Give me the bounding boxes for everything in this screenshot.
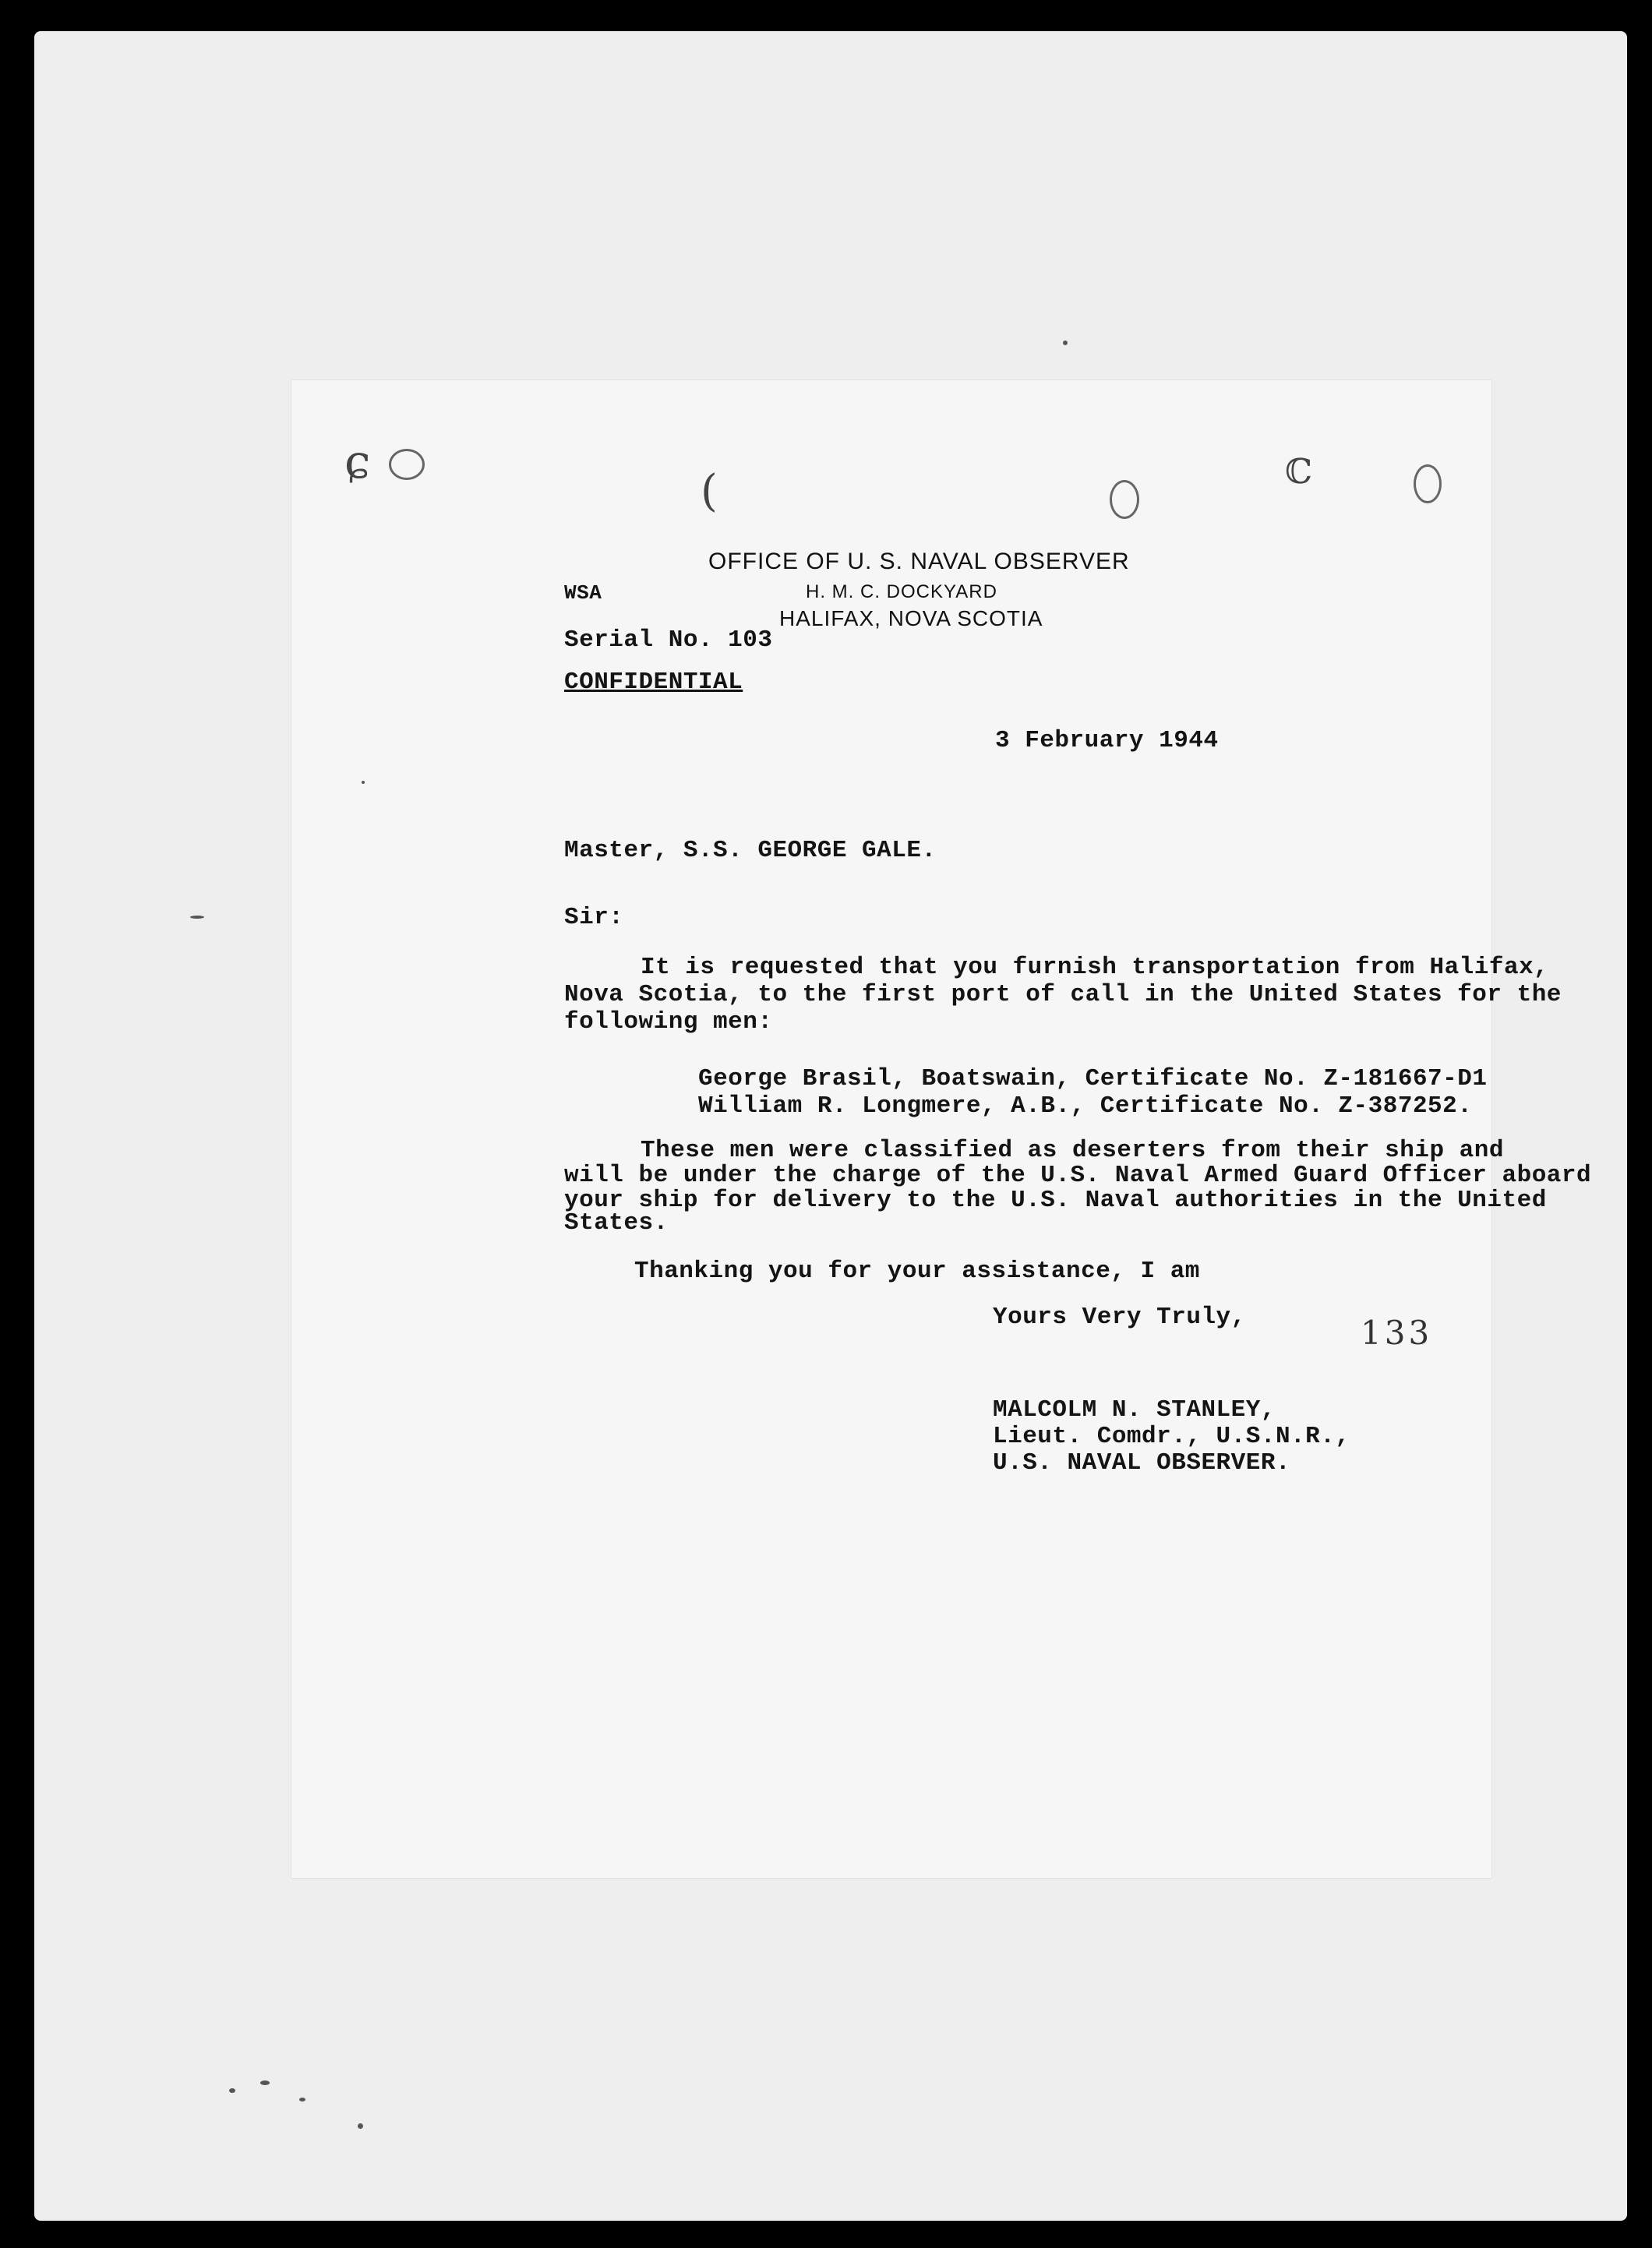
initials: WSA bbox=[564, 581, 602, 605]
page-number-stamp: 133 bbox=[1361, 1314, 1433, 1352]
addressee: Master, S.S. GEORGE GALE. bbox=[564, 837, 937, 864]
scan-speck bbox=[260, 2080, 270, 2085]
closing: Yours Very Truly, bbox=[993, 1304, 1246, 1331]
crew-member: William R. Longmere, A.B., Certificate No. Z-387252. bbox=[698, 1092, 1473, 1120]
signature-title: U.S. NAVAL OBSERVER. bbox=[993, 1449, 1291, 1477]
scan-speck bbox=[1063, 341, 1068, 345]
crew-member: George Brasil, Boatswain, Certificate No. Z-181667-D1 bbox=[698, 1065, 1488, 1092]
salutation: Sir: bbox=[564, 904, 624, 931]
scan-speck bbox=[190, 916, 204, 919]
punch-hole bbox=[1110, 480, 1139, 519]
body-line: These men were classified as deserters from their ship and bbox=[641, 1137, 1504, 1164]
body-line: your ship for delivery to the U.S. Naval authorities in the United bbox=[564, 1187, 1547, 1214]
scan-mark: ℂ bbox=[1285, 452, 1313, 492]
classification: CONFIDENTIAL bbox=[564, 669, 743, 696]
scan-background bbox=[34, 31, 1627, 2221]
serial-number: Serial No. 103 bbox=[564, 626, 773, 654]
body-line: It is requested that you furnish transportation from Halifax, bbox=[641, 954, 1549, 981]
scan-mark: ( bbox=[701, 466, 718, 517]
body-line: Thanking you for your assistance, I am bbox=[634, 1258, 1200, 1285]
letterhead-location: HALIFAX, NOVA SCOTIA bbox=[779, 606, 1043, 630]
body-line: Nova Scotia, to the first port of call in the United States for the bbox=[564, 981, 1562, 1008]
scan-speck bbox=[299, 2098, 305, 2102]
scan-speck bbox=[362, 781, 365, 784]
punch-hole bbox=[1414, 464, 1442, 503]
letterhead-dockyard: H. M. C. DOCKYARD bbox=[806, 581, 997, 602]
body-line: States. bbox=[564, 1209, 669, 1237]
letter-page bbox=[291, 380, 1592, 1878]
punch-hole bbox=[389, 449, 425, 480]
body-line: will be under the charge of the U.S. Naval Armed Guard Officer aboard bbox=[564, 1162, 1592, 1189]
scan-mark: ɕ bbox=[344, 435, 371, 489]
signature-name: MALCOLM N. STANLEY, bbox=[993, 1396, 1276, 1424]
scan-speck bbox=[229, 2088, 235, 2093]
letter-date: 3 February 1944 bbox=[995, 727, 1219, 754]
signature-rank: Lieut. Comdr., U.S.N.R., bbox=[993, 1423, 1350, 1450]
scan-speck bbox=[358, 2123, 363, 2129]
body-line: following men: bbox=[564, 1008, 773, 1036]
letterhead-title: OFFICE OF U. S. NAVAL OBSERVER bbox=[708, 549, 1130, 574]
